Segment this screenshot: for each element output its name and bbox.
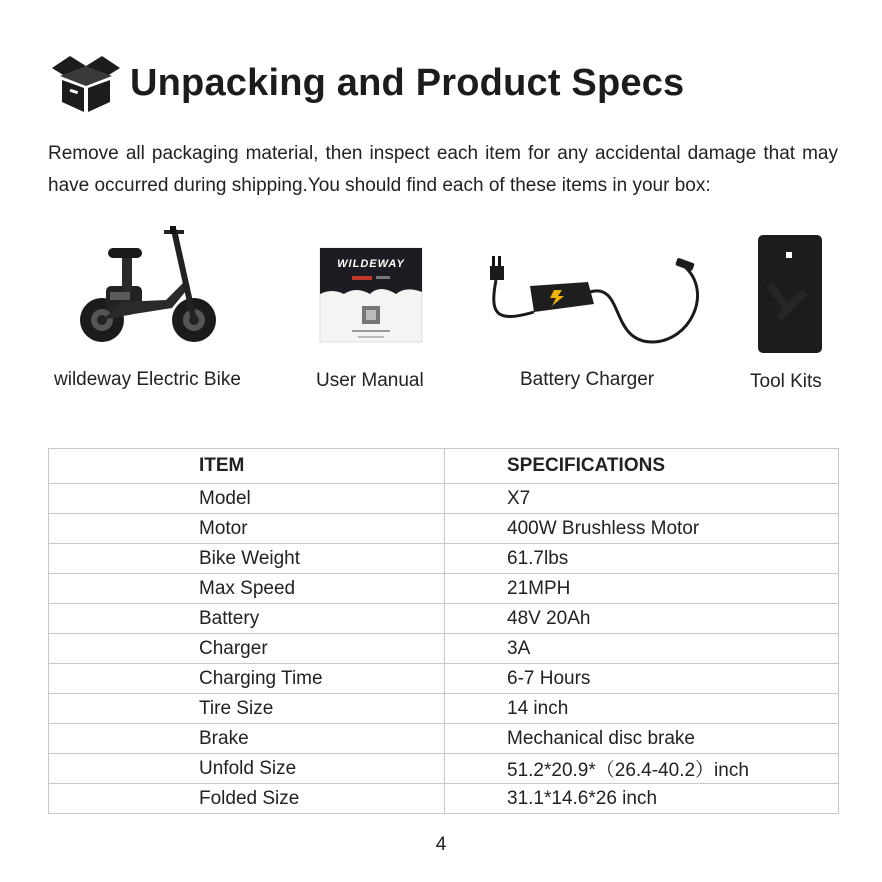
spec-item-cell: Bike Weight: [49, 544, 445, 574]
spec-item-cell: Motor: [49, 514, 445, 544]
spec-item-cell: Battery: [49, 604, 445, 634]
spec-item-cell: Folded Size: [49, 784, 445, 814]
column-header-item: ITEM: [49, 449, 445, 484]
spec-value-cell: 400W Brushless Motor: [445, 514, 839, 544]
item-battery-charger: [484, 252, 712, 350]
item-electric-bike: [72, 222, 222, 347]
page-title: Unpacking and Product Specs: [130, 61, 685, 104]
item-label-electric-bike: wildeway Electric Bike: [54, 369, 241, 390]
table-row: [49, 514, 839, 544]
spec-value-cell: 14 inch: [445, 694, 839, 724]
table-row: [49, 484, 839, 514]
specifications-table: [48, 448, 839, 814]
electric-bike-image: [72, 222, 222, 347]
spec-value-cell: 21MPH: [445, 574, 839, 604]
item-label-tool-kit: Tool Kits: [750, 371, 822, 392]
spec-value-cell: 6-7 Hours: [445, 664, 839, 694]
spec-value-cell: 48V 20Ah: [445, 604, 839, 634]
spec-item-cell: Charger: [49, 634, 445, 664]
open-box-icon: [48, 54, 124, 112]
item-label-user-manual: User Manual: [316, 370, 424, 391]
item-user-manual: [318, 246, 424, 344]
table-row: [49, 664, 839, 694]
spec-item-cell: Brake: [49, 724, 445, 754]
table-row: [49, 604, 839, 634]
table-row: [49, 784, 839, 814]
spec-value-cell: 3A: [445, 634, 839, 664]
item-tool-kit: [757, 234, 823, 354]
spec-item-cell: Charging Time: [49, 664, 445, 694]
tool-kit-image: [757, 234, 823, 354]
page-heading: [48, 54, 684, 112]
spec-value-cell: 51.2*20.9*（26.4-40.2）inch: [445, 754, 839, 784]
spec-item-cell: Tire Size: [49, 694, 445, 724]
spec-value-cell: X7: [445, 484, 839, 514]
table-row: [49, 544, 839, 574]
table-header-row: [49, 449, 839, 484]
item-label-battery-charger: Battery Charger: [520, 369, 655, 390]
spec-value-cell: Mechanical disc brake: [445, 724, 839, 754]
table-row: [49, 754, 839, 784]
spec-item-cell: Unfold Size: [49, 754, 445, 784]
table-row: [49, 694, 839, 724]
table-row: [49, 574, 839, 604]
battery-charger-image: [484, 252, 712, 350]
manual-brand-text: WILDEWAY: [337, 258, 405, 270]
page-number: 4: [435, 834, 447, 855]
spec-value-cell: 61.7lbs: [445, 544, 839, 574]
table-row: [49, 634, 839, 664]
spec-item-cell: Model: [49, 484, 445, 514]
spec-value-cell: 31.1*14.6*26 inch: [445, 784, 839, 814]
intro-paragraph: Remove all packaging material, then inspect each item for any accidental damage that may have occurred during shipping.You should find each of these items in your box:: [48, 143, 838, 196]
column-header-specifications: SPECIFICATIONS: [445, 449, 839, 484]
spec-item-cell: Max Speed: [49, 574, 445, 604]
table-row: [49, 724, 839, 754]
